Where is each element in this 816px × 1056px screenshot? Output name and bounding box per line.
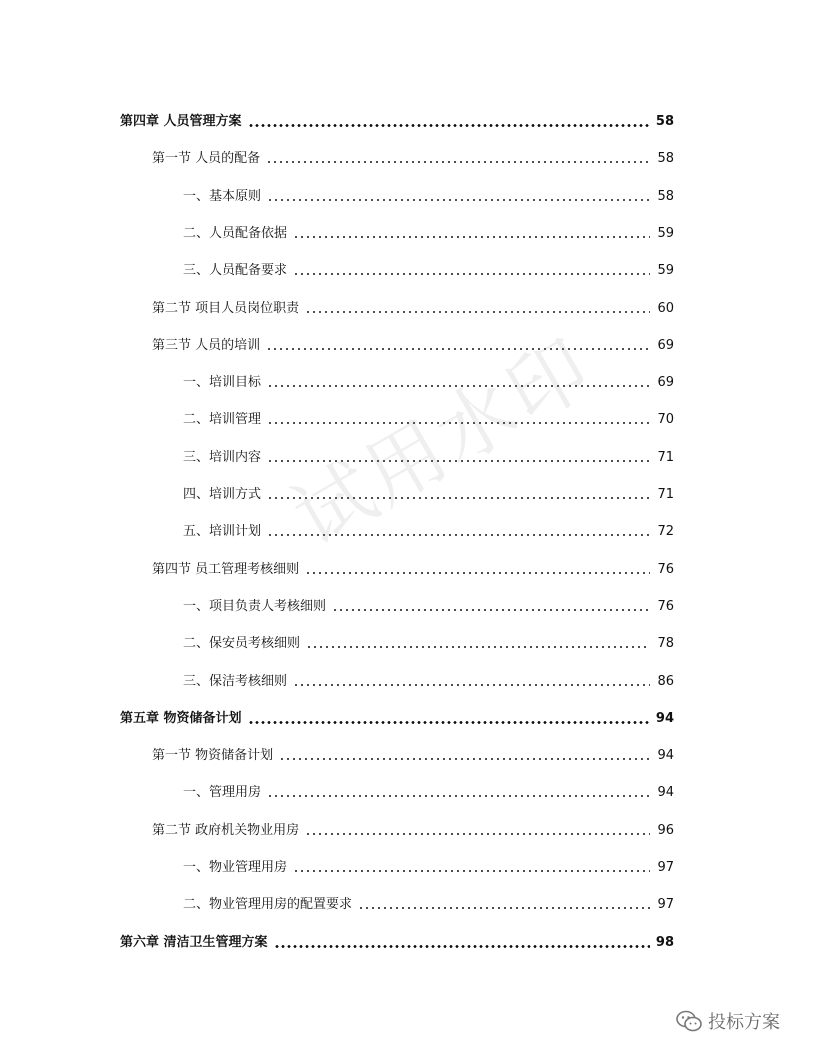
toc-entry[interactable]	[152, 821, 674, 841]
watermark: 试用水印	[279, 321, 609, 564]
toc-dot-leader	[358, 907, 650, 909]
toc-entry-title: 第六章 清洁卫生管理方案	[120, 935, 268, 950]
toc-entry-page: 76	[657, 599, 674, 614]
toc-entry[interactable]	[183, 410, 674, 430]
toc-entry-title: 二、人员配备依据	[183, 226, 288, 241]
toc-entry-page: 69	[657, 338, 674, 353]
toc-entry[interactable]	[152, 299, 674, 319]
toc-entry[interactable]	[120, 709, 674, 729]
toc-entry-page: 97	[657, 897, 674, 912]
toc-entry-page: 96	[657, 823, 674, 838]
toc-entry[interactable]	[183, 224, 674, 244]
toc-entry[interactable]	[183, 522, 674, 542]
toc-dot-leader	[332, 609, 650, 611]
toc-entry-title: 二、物业管理用房的配置要求	[183, 897, 353, 912]
toc-entry[interactable]	[152, 149, 674, 169]
toc-entry[interactable]	[152, 746, 674, 766]
toc-entry[interactable]	[183, 373, 674, 393]
toc-dot-leader	[305, 311, 650, 313]
toc-entry-page: 86	[657, 674, 674, 689]
toc-entry-page: 71	[657, 450, 674, 465]
toc-entry-title: 四、培训方式	[183, 487, 262, 502]
toc-dot-leader	[267, 199, 650, 201]
toc-entry[interactable]	[183, 597, 674, 617]
toc-entry-page: 59	[657, 226, 674, 241]
toc-entry-page: 97	[657, 860, 674, 875]
toc-entry-page: 58	[657, 189, 674, 204]
toc-entry-title: 五、培训计划	[183, 524, 262, 539]
wechat-icon	[676, 1010, 702, 1032]
toc-entry[interactable]	[183, 485, 674, 505]
toc-dot-leader	[267, 385, 650, 387]
toc-entry-page: 70	[657, 412, 674, 427]
toc-entry-page: 71	[657, 487, 674, 502]
toc-entry-title: 一、项目负责人考核细则	[183, 599, 327, 614]
toc-entry-title: 一、管理用房	[183, 785, 262, 800]
toc-dot-leader	[293, 236, 650, 238]
toc-dot-leader	[266, 161, 650, 163]
toc-entry-page: 58	[655, 114, 674, 129]
toc-entry-title: 三、人员配备要求	[183, 263, 288, 278]
toc-entry[interactable]	[183, 634, 674, 654]
toc-entry[interactable]	[120, 112, 674, 132]
toc-entry-page: 94	[655, 711, 674, 726]
toc-entry-title: 第一节 物资储备计划	[152, 748, 274, 763]
source-badge	[676, 1008, 780, 1034]
toc-dot-leader	[306, 646, 650, 648]
toc-entry-page: 59	[657, 263, 674, 278]
toc-entry-title: 第一节 人员的配备	[152, 151, 261, 166]
toc-entry-title: 一、物业管理用房	[183, 860, 288, 875]
toc-dot-leader	[305, 833, 650, 835]
toc-entry-title: 三、培训内容	[183, 450, 262, 465]
toc-entry-title: 二、保安员考核细则	[183, 636, 301, 651]
toc-entry-page: 94	[657, 785, 674, 800]
toc-dot-leader	[267, 497, 650, 499]
toc-entry[interactable]	[183, 672, 674, 692]
toc-entry-title: 第四节 员工管理考核细则	[152, 562, 300, 577]
toc-dot-leader	[305, 572, 650, 574]
toc-dot-leader	[267, 460, 650, 462]
toc-entry[interactable]	[152, 336, 674, 356]
source-label: 投标方案	[708, 1012, 780, 1033]
toc-entry-title: 第五章 物资储备计划	[120, 711, 242, 726]
toc-dot-leader	[267, 795, 650, 797]
toc-entry[interactable]	[183, 187, 674, 207]
toc-entry[interactable]	[120, 933, 674, 953]
toc-entry[interactable]	[183, 858, 674, 878]
toc-entry-page: 58	[657, 151, 674, 166]
toc-dot-leader	[267, 534, 650, 536]
toc-entry-page: 69	[657, 375, 674, 390]
toc-entry[interactable]	[183, 783, 674, 803]
toc-dot-leader	[274, 945, 650, 948]
toc-dot-leader	[293, 684, 650, 686]
toc-entry-title: 第四章 人员管理方案	[120, 114, 242, 129]
toc-entry[interactable]	[183, 448, 674, 468]
toc-dot-leader	[293, 870, 650, 872]
toc-dot-leader	[248, 124, 650, 127]
toc-entry-page: 94	[657, 748, 674, 763]
toc-entry-page: 72	[657, 524, 674, 539]
toc-entry-page: 76	[657, 562, 674, 577]
toc-entry-title: 二、培训管理	[183, 412, 262, 427]
toc-entry-title: 第三节 人员的培训	[152, 338, 261, 353]
toc-dot-leader	[293, 273, 650, 275]
toc-dot-leader	[248, 721, 650, 724]
toc-entry-page: 60	[657, 301, 674, 316]
toc-entry[interactable]	[183, 895, 674, 915]
toc-entry-title: 三、保洁考核细则	[183, 674, 288, 689]
toc-entry-page: 98	[655, 935, 674, 950]
toc-entry[interactable]	[152, 560, 674, 580]
toc-dot-leader	[266, 348, 650, 350]
toc-entry-title: 第二节 政府机关物业用房	[152, 823, 300, 838]
toc-entry[interactable]	[183, 261, 674, 281]
toc-entry-title: 第二节 项目人员岗位职责	[152, 301, 300, 316]
toc-entry-title: 一、培训目标	[183, 375, 262, 390]
toc-dot-leader	[267, 422, 650, 424]
toc-entry-title: 一、基本原则	[183, 189, 262, 204]
toc-entry-page: 78	[657, 636, 674, 651]
toc-dot-leader	[279, 758, 650, 760]
